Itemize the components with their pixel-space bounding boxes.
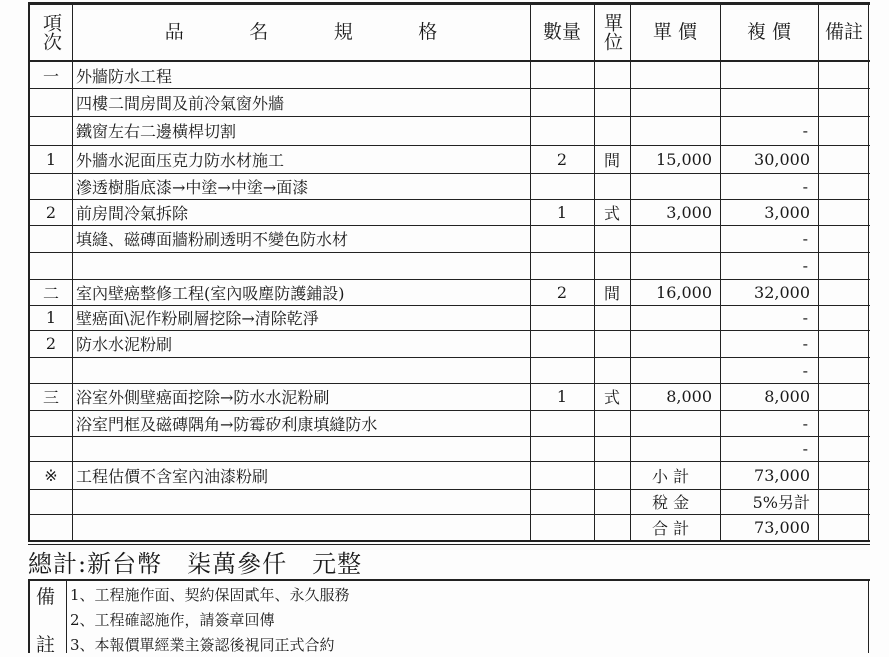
note-line-2: 2、工程確認施作，請簽章回傳 bbox=[70, 611, 275, 629]
row-16-unit bbox=[594, 461, 630, 489]
row-divider-5 bbox=[28, 199, 870, 200]
row-divider-7 bbox=[28, 252, 870, 253]
row-3-no bbox=[30, 116, 72, 145]
row-17-desc bbox=[76, 489, 526, 514]
header-divider bbox=[28, 60, 870, 62]
row-12-qty bbox=[530, 357, 594, 383]
row-7-desc: 填縫、磁磚面牆粉刷透明不變色防水材 bbox=[76, 230, 349, 249]
row-7-no bbox=[30, 225, 72, 252]
row-9-amount: 32,000 bbox=[754, 282, 810, 302]
row-14-price bbox=[630, 410, 720, 436]
header-amount bbox=[720, 4, 818, 60]
row-divider-13 bbox=[28, 410, 870, 411]
row-7-qty bbox=[530, 225, 594, 252]
row-6-qty: 1 bbox=[556, 202, 568, 222]
row-5-desc: 滲透樹脂底漆→中塗→中塗→面漆 bbox=[76, 177, 309, 197]
row-5-amount: - bbox=[802, 176, 808, 196]
row-1-desc: 外牆防水工程 bbox=[76, 66, 173, 86]
notes-right-border bbox=[868, 579, 869, 653]
row-6-unit: 式 bbox=[603, 203, 620, 223]
row-5-no bbox=[30, 173, 72, 199]
row-13-no: 三 bbox=[42, 388, 59, 407]
row-10-price bbox=[630, 305, 720, 330]
col-divider-6 bbox=[720, 2, 721, 542]
row-8-amount: - bbox=[802, 256, 808, 275]
row-11-desc: 防水水泥粉刷 bbox=[76, 335, 173, 354]
row-17-no bbox=[30, 489, 72, 514]
row-divider-4 bbox=[28, 173, 870, 174]
row-14-qty bbox=[530, 410, 594, 436]
row-divider-14 bbox=[28, 436, 870, 437]
row-8-price bbox=[630, 252, 720, 279]
row-17-price: 稅 金 bbox=[652, 493, 690, 512]
row-4-no: 1 bbox=[45, 149, 57, 169]
header-item-spec-char-2: 名 bbox=[249, 21, 269, 43]
row-5-price bbox=[630, 173, 720, 199]
total-divider bbox=[28, 579, 870, 581]
row-16-no: ※ bbox=[44, 465, 58, 485]
grand-total-text: 總計:新台幣 柒萬參仟 元整 bbox=[28, 549, 363, 578]
row-1-unit bbox=[594, 62, 630, 88]
col-divider-8 bbox=[868, 2, 869, 542]
row-10-no: 1 bbox=[45, 308, 57, 327]
header-quantity bbox=[530, 4, 594, 60]
col-divider-3 bbox=[530, 2, 531, 542]
row-15-amount: - bbox=[802, 439, 808, 458]
header-quantity-text: 數量 bbox=[542, 21, 581, 43]
row-6-no: 2 bbox=[45, 202, 57, 222]
row-1-amount bbox=[720, 62, 818, 88]
row-9-unit: 間 bbox=[603, 283, 620, 303]
header-item-spec-char-3: 規 bbox=[333, 21, 353, 43]
row-12-no bbox=[30, 357, 72, 383]
header-item-spec-char-4: 格 bbox=[418, 21, 438, 43]
header-item-spec bbox=[72, 4, 530, 60]
row-15-unit bbox=[594, 436, 630, 461]
row-divider-17 bbox=[28, 514, 870, 515]
row-13-price: 8,000 bbox=[666, 387, 712, 406]
row-16-amount: 73,000 bbox=[754, 465, 810, 485]
col-divider-7 bbox=[818, 2, 819, 542]
header-unit-price-text: 單 價 bbox=[652, 21, 698, 43]
row-15-qty bbox=[530, 436, 594, 461]
row-16-desc: 工程估價不含室內油漆粉刷 bbox=[76, 466, 269, 486]
row-10-qty bbox=[530, 305, 594, 330]
row-7-amount: - bbox=[802, 229, 808, 248]
row-10-amount: - bbox=[802, 308, 808, 327]
row-2-amount bbox=[720, 88, 818, 116]
row-6-price: 3,000 bbox=[666, 202, 712, 222]
notes-left-border bbox=[28, 579, 30, 653]
row-11-amount: - bbox=[802, 334, 808, 353]
row-divider-10 bbox=[28, 330, 870, 331]
row-10-desc: 壁癌面\泥作粉刷層挖除→清除乾淨 bbox=[76, 309, 319, 328]
header-unit bbox=[594, 4, 630, 60]
col-divider-2 bbox=[72, 2, 73, 542]
notes-label-bottom: 註 bbox=[36, 634, 56, 656]
row-10-unit bbox=[594, 305, 630, 330]
table-bottom-1 bbox=[28, 540, 870, 542]
row-4-qty: 2 bbox=[556, 149, 568, 169]
row-divider-8 bbox=[28, 279, 870, 280]
note-line-1: 1、工程施作面、契約保固貳年、永久服務 bbox=[70, 586, 350, 604]
row-14-no bbox=[30, 410, 72, 436]
row-12-desc bbox=[76, 357, 526, 383]
row-9-qty: 2 bbox=[556, 282, 568, 302]
row-4-price: 15,000 bbox=[656, 149, 712, 169]
row-6-desc: 前房間冷氣拆除 bbox=[76, 203, 189, 223]
row-11-qty bbox=[530, 330, 594, 357]
row-17-amount: 5%另計 bbox=[752, 493, 810, 512]
row-7-price bbox=[630, 225, 720, 252]
row-13-unit: 式 bbox=[603, 388, 620, 407]
row-1-qty bbox=[530, 62, 594, 88]
header-remarks-text: 備註 bbox=[824, 21, 863, 43]
row-12-unit bbox=[594, 357, 630, 383]
row-15-no bbox=[30, 436, 72, 461]
row-13-desc: 浴室外側壁癌面挖除→防水水泥粉刷 bbox=[76, 388, 330, 407]
row-2-no bbox=[30, 88, 72, 116]
row-12-amount: - bbox=[802, 360, 808, 380]
row-17-unit bbox=[594, 489, 630, 514]
row-divider-12 bbox=[28, 383, 870, 384]
border-top bbox=[28, 2, 870, 5]
row-18-unit bbox=[594, 514, 630, 540]
col-divider-4 bbox=[594, 2, 595, 542]
row-18-amount: 73,000 bbox=[754, 517, 810, 537]
row-9-no: 二 bbox=[42, 283, 59, 303]
notes-label-divider bbox=[66, 579, 67, 653]
row-2-desc: 四樓二間房間及前冷氣窗外牆 bbox=[76, 93, 285, 113]
row-divider-6 bbox=[28, 225, 870, 226]
row-11-unit bbox=[594, 330, 630, 357]
row-14-desc: 浴室門框及磁磚隅角→防霉矽利康填縫防水 bbox=[76, 414, 378, 434]
row-5-qty bbox=[530, 173, 594, 199]
row-divider-11 bbox=[28, 357, 870, 358]
row-4-unit: 間 bbox=[603, 150, 620, 170]
row-3-amount: - bbox=[802, 121, 808, 140]
row-divider-2 bbox=[28, 116, 870, 117]
row-2-qty bbox=[530, 88, 594, 116]
row-18-qty bbox=[530, 514, 594, 540]
header-amount-text: 複 價 bbox=[746, 21, 792, 43]
row-3-desc: 鐵窗左右二邊橫桿切割 bbox=[76, 122, 237, 141]
row-1-no: 一 bbox=[42, 66, 59, 86]
note-line-3: 3、本報價單經業主簽認後視同正式合約 bbox=[70, 636, 335, 654]
row-1-price bbox=[630, 62, 720, 88]
header-unit-text: 單位 bbox=[601, 13, 623, 51]
row-6-amount: 3,000 bbox=[764, 202, 810, 222]
header-item-spec-char-1: 品 bbox=[164, 21, 184, 43]
header-item-no-text: 項次 bbox=[40, 13, 62, 51]
row-3-qty bbox=[530, 116, 594, 145]
row-14-unit bbox=[594, 410, 630, 436]
header-remarks bbox=[818, 4, 870, 60]
row-18-no bbox=[30, 514, 72, 540]
col-divider-5 bbox=[630, 2, 631, 542]
row-17-qty bbox=[530, 489, 594, 514]
row-11-price bbox=[630, 330, 720, 357]
row-4-desc: 外牆水泥面压克力防水材施工 bbox=[76, 150, 285, 170]
row-3-price bbox=[630, 116, 720, 145]
row-11-no: 2 bbox=[45, 334, 57, 353]
row-18-price: 合 計 bbox=[652, 518, 690, 538]
notes-label-top: 備 bbox=[36, 586, 56, 608]
row-2-unit bbox=[594, 88, 630, 116]
row-13-qty: 1 bbox=[556, 387, 568, 406]
row-14-amount: - bbox=[802, 413, 808, 433]
row-8-desc bbox=[76, 252, 526, 279]
row-18-desc bbox=[76, 514, 526, 540]
row-5-unit bbox=[594, 173, 630, 199]
row-divider-1 bbox=[28, 88, 870, 89]
row-15-desc bbox=[76, 436, 526, 461]
row-9-price: 16,000 bbox=[656, 282, 712, 302]
row-divider-15 bbox=[28, 461, 870, 462]
row-divider-16 bbox=[28, 489, 870, 490]
row-12-price bbox=[630, 357, 720, 383]
row-9-desc: 室內壁癌整修工程(室內吸塵防護鋪設) bbox=[76, 283, 345, 303]
row-8-no bbox=[30, 252, 72, 279]
row-2-price bbox=[630, 88, 720, 116]
row-13-amount: 8,000 bbox=[764, 387, 810, 406]
row-8-unit bbox=[594, 252, 630, 279]
header-unit-price bbox=[630, 4, 720, 60]
row-divider-3 bbox=[28, 145, 870, 146]
col-divider-1 bbox=[28, 2, 30, 542]
header-item-no bbox=[30, 4, 72, 60]
row-3-unit bbox=[594, 116, 630, 145]
row-8-qty bbox=[530, 252, 594, 279]
row-16-price: 小 計 bbox=[652, 466, 690, 486]
row-15-price bbox=[630, 436, 720, 461]
row-divider-9 bbox=[28, 305, 870, 306]
row-7-unit bbox=[594, 225, 630, 252]
row-16-qty bbox=[530, 461, 594, 489]
row-4-amount: 30,000 bbox=[754, 149, 810, 169]
